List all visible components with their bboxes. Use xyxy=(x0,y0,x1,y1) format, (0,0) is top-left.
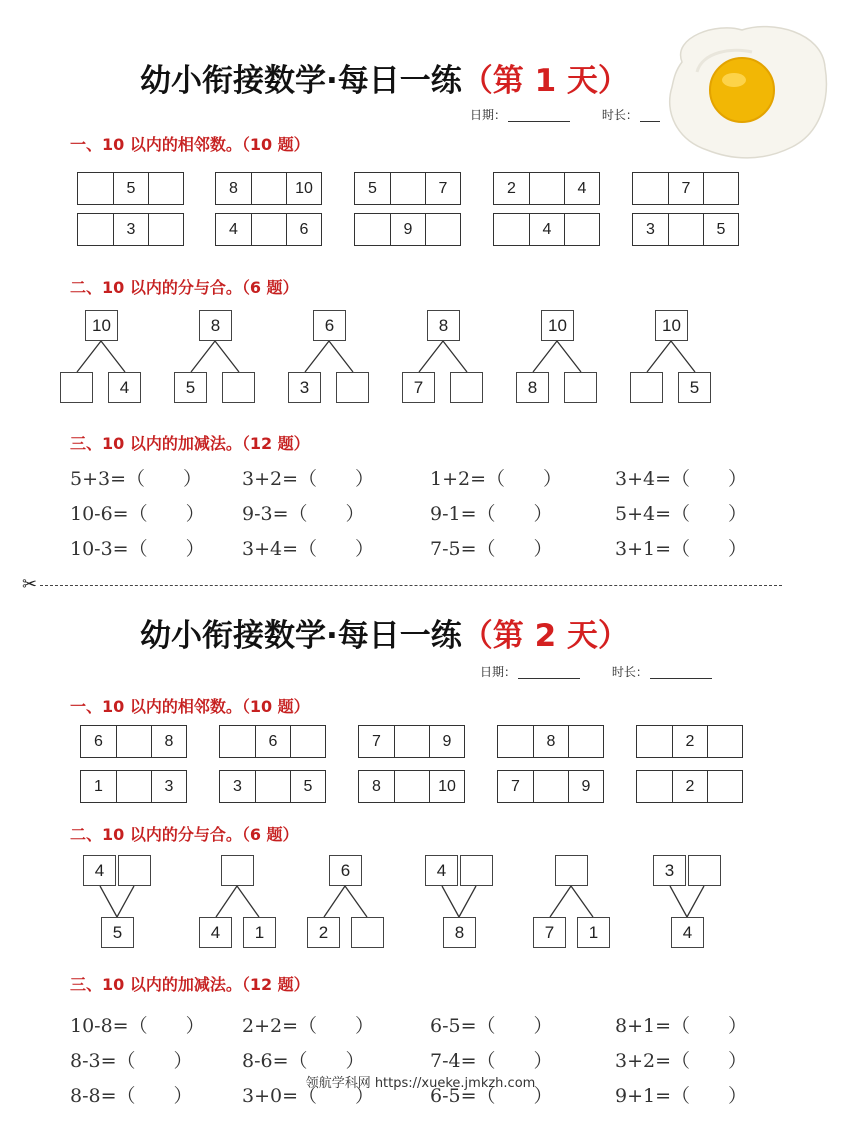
given-number-box: 8 xyxy=(516,372,549,403)
given-number-box: 7 xyxy=(425,173,460,204)
day2-title xyxy=(140,610,629,655)
answer-blank-box[interactable] xyxy=(494,214,529,245)
answer-blank-box[interactable] xyxy=(637,726,672,757)
connector-line xyxy=(77,341,101,372)
day2-title-day: （第 2 天） xyxy=(461,618,629,654)
day1-title-day: （第 1 天） xyxy=(461,63,629,99)
answer-blank-box[interactable] xyxy=(637,771,672,802)
connector-line xyxy=(443,341,467,372)
connector-line xyxy=(237,886,259,917)
connector-line xyxy=(305,341,329,372)
equation-item[interactable]: 6-5=（ ） xyxy=(430,1015,553,1037)
given-number-box: 3 xyxy=(653,855,686,886)
neighbor-set xyxy=(80,725,187,758)
given-number-box: 5 xyxy=(174,372,207,403)
answer-blank-box[interactable] xyxy=(336,372,369,403)
day1-section3-title: 三、10 以内的加减法。（12 题） xyxy=(70,434,310,453)
answer-blank-box[interactable] xyxy=(290,726,325,757)
connector-line xyxy=(670,886,687,917)
equation-item[interactable]: 8+1=（ ） xyxy=(615,1015,748,1037)
given-number-box: 3 xyxy=(233,777,242,795)
equation-item[interactable]: 3+2=（ ） xyxy=(615,1050,748,1072)
answer-blank-box[interactable] xyxy=(251,214,286,245)
answer-blank-box[interactable] xyxy=(460,855,493,886)
neighbor-set xyxy=(358,725,465,758)
answer-blank-box[interactable] xyxy=(707,771,742,802)
day1-title xyxy=(140,55,629,100)
connector-line xyxy=(459,886,476,917)
equation-item[interactable]: 1+2=（ ） xyxy=(430,468,563,490)
answer-blank-box[interactable] xyxy=(116,771,151,802)
given-number-box: 6 xyxy=(286,214,321,245)
given-number-box: 9 xyxy=(390,214,425,245)
answer-blank-box[interactable] xyxy=(118,855,151,886)
connector-line xyxy=(671,341,695,372)
given-number-box: 1 xyxy=(577,917,610,948)
answer-blank-box[interactable] xyxy=(355,214,390,245)
connector-line xyxy=(687,886,704,917)
answer-blank-box[interactable] xyxy=(707,726,742,757)
given-number-box: 7 xyxy=(533,917,566,948)
given-number-box: 4 xyxy=(199,917,232,948)
given-number-box: 3 xyxy=(646,220,655,238)
equation-item[interactable]: 8-8=（ ） xyxy=(70,1085,193,1107)
connector-line xyxy=(100,886,117,917)
given-number-box: 8 xyxy=(427,310,460,341)
given-number-box: 1 xyxy=(94,777,103,795)
answer-blank-box[interactable] xyxy=(564,214,599,245)
answer-blank-box[interactable] xyxy=(148,173,183,204)
answer-blank-box[interactable] xyxy=(78,214,113,245)
connector-line xyxy=(216,886,237,917)
equation-item[interactable]: 3+0=（ ） xyxy=(242,1085,375,1107)
neighbor-set xyxy=(497,725,604,758)
given-number-box: 3 xyxy=(151,771,186,802)
given-number-box: 7 xyxy=(511,777,520,795)
equation-item[interactable]: 10-6=（ ） xyxy=(70,503,205,525)
answer-blank-box[interactable] xyxy=(60,372,93,403)
given-number-box: 3 xyxy=(288,372,321,403)
given-number-box: 7 xyxy=(402,372,435,403)
answer-blank-box[interactable] xyxy=(148,214,183,245)
neighbor-set xyxy=(636,725,743,758)
connector-line xyxy=(419,341,443,372)
connector-line xyxy=(191,341,215,372)
neighbor-set xyxy=(632,172,739,205)
answer-blank-box[interactable] xyxy=(116,726,151,757)
footer-watermark: 领航学科网 https://xueke.jmkzh.com xyxy=(305,1076,536,1091)
answer-blank-box[interactable] xyxy=(668,214,703,245)
equation-item[interactable]: 5+3=（ ） xyxy=(70,468,203,490)
given-number-box: 4 xyxy=(229,220,238,238)
connector-line xyxy=(101,341,125,372)
answer-blank-box[interactable] xyxy=(394,771,429,802)
day1-section2-title: 二、10 以内的分与合。（6 题） xyxy=(70,278,299,297)
day2-section3-title: 三、10 以内的加减法。（12 题） xyxy=(70,975,310,994)
answer-blank-box[interactable] xyxy=(425,214,460,245)
neighbor-set xyxy=(354,172,461,205)
answer-blank-box[interactable] xyxy=(498,726,533,757)
connector-line xyxy=(647,341,671,372)
neighbor-set xyxy=(497,770,604,803)
given-number-box: 1 xyxy=(243,917,276,948)
equation-item[interactable]: 7-5=（ ） xyxy=(430,538,553,560)
day2-date-label: 日期： xyxy=(480,665,517,679)
connector-line xyxy=(533,341,557,372)
given-number-box: 5 xyxy=(113,173,148,204)
answer-blank-box[interactable] xyxy=(688,855,721,886)
given-number-box: 2 xyxy=(672,726,707,757)
connector-line xyxy=(117,886,134,917)
given-number-box: 5 xyxy=(703,214,738,245)
given-number-box: 4 xyxy=(564,173,599,204)
neighbor-set xyxy=(636,770,743,803)
day1-date-blank[interactable] xyxy=(508,109,570,122)
neighbor-set xyxy=(215,213,322,246)
connector-line xyxy=(442,886,459,917)
equation-item[interactable]: 10-3=（ ） xyxy=(70,538,205,560)
answer-blank-box[interactable] xyxy=(78,173,113,204)
day1-time-label: 时长： xyxy=(601,108,638,122)
answer-blank-box[interactable] xyxy=(450,372,483,403)
answer-blank-box[interactable] xyxy=(251,173,286,204)
answer-blank-box[interactable] xyxy=(222,372,255,403)
given-number-box: 8 xyxy=(229,179,238,197)
day2-title-main: 幼小衔接数学·每日一练 xyxy=(140,618,462,654)
day2-time-blank[interactable] xyxy=(650,666,712,679)
given-number-box: 2 xyxy=(307,917,340,948)
neighbor-set xyxy=(632,213,739,246)
day2-time-label: 时长： xyxy=(611,665,648,679)
given-number-box: 8 xyxy=(443,917,476,948)
given-number-box: 6 xyxy=(313,310,346,341)
given-number-box: 10 xyxy=(541,310,574,341)
answer-blank-box[interactable] xyxy=(533,771,568,802)
given-number-box: 5 xyxy=(101,917,134,948)
equation-item[interactable]: 9-3=（ ） xyxy=(242,503,365,525)
equation-item[interactable]: 6-5=（ ） xyxy=(430,1085,553,1107)
answer-blank-box[interactable] xyxy=(390,173,425,204)
given-number-box: 2 xyxy=(507,179,516,197)
connector-line xyxy=(215,341,239,372)
day1-date-label: 日期： xyxy=(470,108,507,122)
given-number-box: 6 xyxy=(255,726,290,757)
neighbor-set xyxy=(354,213,461,246)
given-number-box: 9 xyxy=(568,771,603,802)
given-number-box: 10 xyxy=(286,173,321,204)
given-number-box: 5 xyxy=(368,179,377,197)
equation-item[interactable]: 3+4=（ ） xyxy=(242,538,375,560)
answer-blank-box[interactable] xyxy=(351,917,384,948)
equation-item[interactable]: 10-8=（ ） xyxy=(70,1015,205,1037)
given-number-box: 9 xyxy=(429,726,464,757)
answer-blank-box[interactable] xyxy=(221,855,254,886)
connector-line xyxy=(345,886,367,917)
given-number-box: 5 xyxy=(290,771,325,802)
day1-meta xyxy=(470,106,660,123)
equation-item[interactable]: 8-6=（ ） xyxy=(242,1050,365,1072)
answer-blank-box[interactable] xyxy=(529,173,564,204)
equation-item[interactable]: 7-4=（ ） xyxy=(430,1050,553,1072)
day2-section1-title: 一、10 以内的相邻数。（10 题） xyxy=(70,697,310,716)
connector-line xyxy=(324,886,345,917)
cut-line-divider xyxy=(40,585,782,586)
connector-line xyxy=(571,886,593,917)
given-number-box: 4 xyxy=(529,214,564,245)
given-number-box: 8 xyxy=(199,310,232,341)
answer-blank-box[interactable] xyxy=(255,771,290,802)
neighbor-set xyxy=(80,770,187,803)
given-number-box: 4 xyxy=(108,372,141,403)
neighbor-set xyxy=(493,213,600,246)
given-number-box: 3 xyxy=(113,214,148,245)
answer-blank-box[interactable] xyxy=(630,372,663,403)
equation-item[interactable]: 9+1=（ ） xyxy=(615,1085,748,1107)
answer-blank-box[interactable] xyxy=(394,726,429,757)
equation-item[interactable]: 3+1=（ ） xyxy=(615,538,748,560)
fried-egg-image xyxy=(662,22,830,162)
given-number-box: 4 xyxy=(425,855,458,886)
answer-blank-box[interactable] xyxy=(555,855,588,886)
neighbor-set xyxy=(358,770,465,803)
given-number-box: 7 xyxy=(372,732,381,750)
day2-date-blank[interactable] xyxy=(518,666,580,679)
given-number-box: 8 xyxy=(372,777,381,795)
equation-item[interactable]: 5+4=（ ） xyxy=(615,503,748,525)
given-number-box: 6 xyxy=(94,732,103,750)
neighbor-set xyxy=(77,213,184,246)
answer-blank-box[interactable] xyxy=(703,173,738,204)
equation-item[interactable]: 9-1=（ ） xyxy=(430,503,553,525)
connector-line xyxy=(557,341,581,372)
equation-item[interactable]: 3+4=（ ） xyxy=(615,468,748,490)
given-number-box: 2 xyxy=(672,771,707,802)
neighbor-set xyxy=(493,172,600,205)
equation-item[interactable]: 2+2=（ ） xyxy=(242,1015,375,1037)
day2-section2-title: 二、10 以内的分与合。（6 题） xyxy=(70,825,299,844)
given-number-box: 8 xyxy=(533,726,568,757)
day1-section1-title: 一、10 以内的相邻数。（10 题） xyxy=(70,135,310,154)
neighbor-set xyxy=(219,725,326,758)
day2-meta xyxy=(480,663,712,680)
answer-blank-box[interactable] xyxy=(220,726,255,757)
given-number-box: 10 xyxy=(655,310,688,341)
neighbor-set xyxy=(215,172,322,205)
answer-blank-box[interactable] xyxy=(568,726,603,757)
neighbor-set xyxy=(77,172,184,205)
given-number-box: 4 xyxy=(83,855,116,886)
answer-blank-box[interactable] xyxy=(564,372,597,403)
given-number-box: 10 xyxy=(429,771,464,802)
day1-time-blank[interactable] xyxy=(640,109,660,122)
neighbor-set xyxy=(219,770,326,803)
given-number-box: 5 xyxy=(678,372,711,403)
scissors-icon: ✂ xyxy=(22,574,38,595)
connector-line xyxy=(329,341,353,372)
given-number-box: 7 xyxy=(668,173,703,204)
equation-item[interactable]: 3+2=（ ） xyxy=(242,468,375,490)
given-number-box: 6 xyxy=(329,855,362,886)
equation-item[interactable]: 8-3=（ ） xyxy=(70,1050,193,1072)
given-number-box: 4 xyxy=(671,917,704,948)
answer-blank-box[interactable] xyxy=(633,173,668,204)
given-number-box: 8 xyxy=(151,726,186,757)
connector-line xyxy=(550,886,571,917)
given-number-box: 10 xyxy=(85,310,118,341)
day1-title-main: 幼小衔接数学·每日一练 xyxy=(140,63,462,99)
